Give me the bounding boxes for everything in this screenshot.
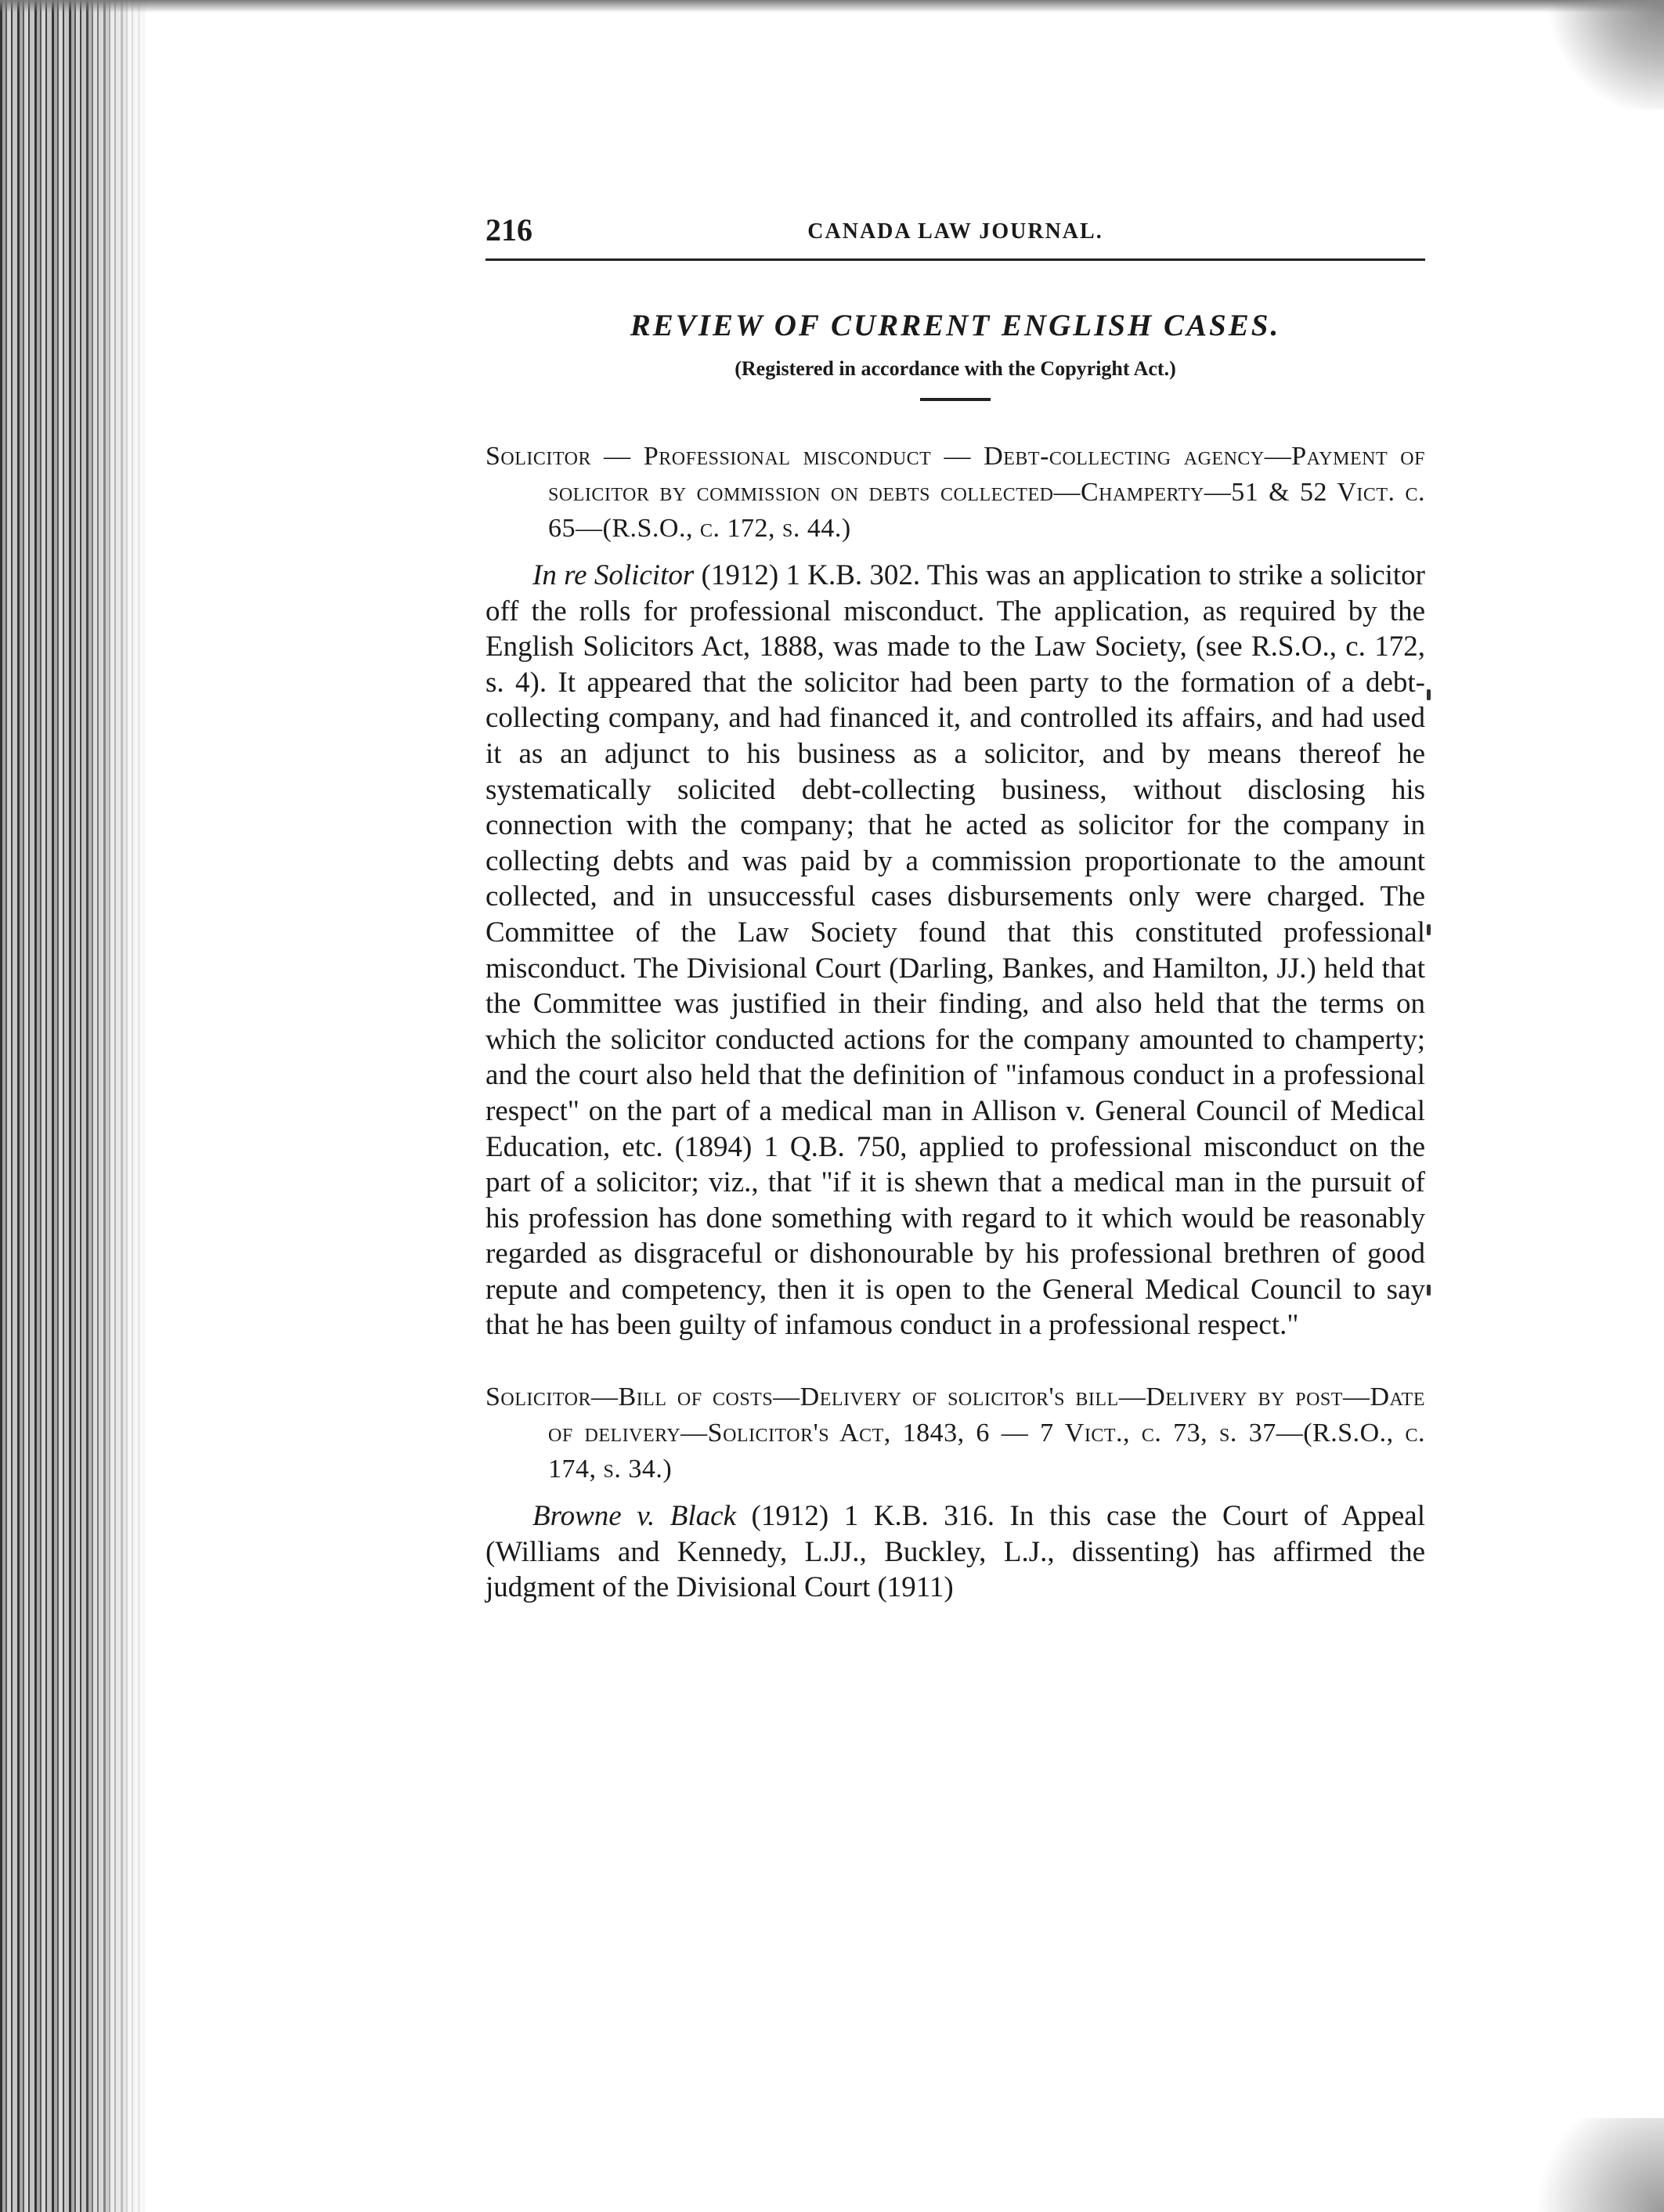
case-heading: Solicitor — Professional misconduct — Debt-collecting agency—Payment of solicitor by commission on debts collected—Champerty—51 & 52 Vict. c. 65—(R.S.O., c. 172, s. 44.) (485, 442, 1425, 543)
margin-mark (1427, 689, 1431, 700)
section-divider (920, 398, 991, 401)
case-body (485, 558, 1425, 1343)
case-body (485, 1498, 1425, 1606)
case-body-text: (1912) 1 K.B. 302. This was an application to strike a solicitor off the rolls for professional misconduct. The application, as required by the English Solicitors Act, 1888, was made to the Law Society, (see R.S.O., c. 172, s. 4). It appeared that the solicitor had been party to the formation of a debt-collecting company, and had financed it, and controlled its affairs, and had used it as an adjunct to his business as a solicitor, and by means thereof he systematically solicited debt-collecting business, without disclosing his connection with the company; that he acted as solicitor for the company in collecting debts and was paid by a commission proportionate to the amount collected, and in unsuccessful cases disbursements only were charged. The Committee of the Law Society found that this constituted professional misconduct. The Divisional Court (Darling, Bankes, and Hamilton, JJ.) held that the Committee was justified in their finding, and also held that the terms on which the solicitor conducted actions for the company amounted to champerty; and the court also held that the definition of "infamous conduct in a professional respect" on the part of a medical man in Allison v. General Council of Medical Education, etc. (1894) 1 Q.B. 750, applied to professional misconduct on the part of a solicitor; viz., that "if it is shewn that a medical man in the pursuit of his profession has done something with regard to it which would be reasonably regarded as disgraceful or dishonourable by his professional brethren of good repute and competency, then it is open to the General Medical Council to say that he has been guilty of infamous conduct in a professional respect." (485, 559, 1425, 1342)
page-corner-shadow-bottom-right (1507, 2118, 1664, 2212)
case-citation-name: In re Solicitor (532, 559, 695, 591)
margin-mark (1427, 1285, 1431, 1296)
case-citation-name: Browne v. Black (532, 1500, 736, 1533)
case-heading: Solicitor—Bill of costs—Delivery of solicitor's bill—Delivery by post—Date of delivery—Solicitor's Act, 1843, 6 — 7 Vict., c. 73, s. 37—(R.S.O., c. 174, s. 34.) (485, 1382, 1425, 1484)
case-body-text: (1912) 1 K.B. 316. In this case the Court of Appeal (Williams and Kennedy, L.JJ., Buckley, L.J., dissenting) has affirmed the judgment of the Divisional Court (1911) (485, 1500, 1425, 1604)
section-title: REVIEW OF CURRENT ENGLISH CASES. (630, 309, 1281, 342)
copyright-note: (Registered in accordance with the Copyright Act.) (735, 357, 1176, 380)
page-top-edge-shadow (0, 0, 1664, 13)
running-head (485, 211, 1425, 261)
document-page (485, 211, 1425, 1635)
margin-mark (1427, 924, 1431, 935)
page-corner-shadow-top-right (1539, 0, 1664, 110)
page-number: 216 (485, 212, 532, 248)
journal-title: CANADA LAW JOURNAL. (807, 219, 1103, 244)
page-binding-shadow (0, 0, 149, 2212)
